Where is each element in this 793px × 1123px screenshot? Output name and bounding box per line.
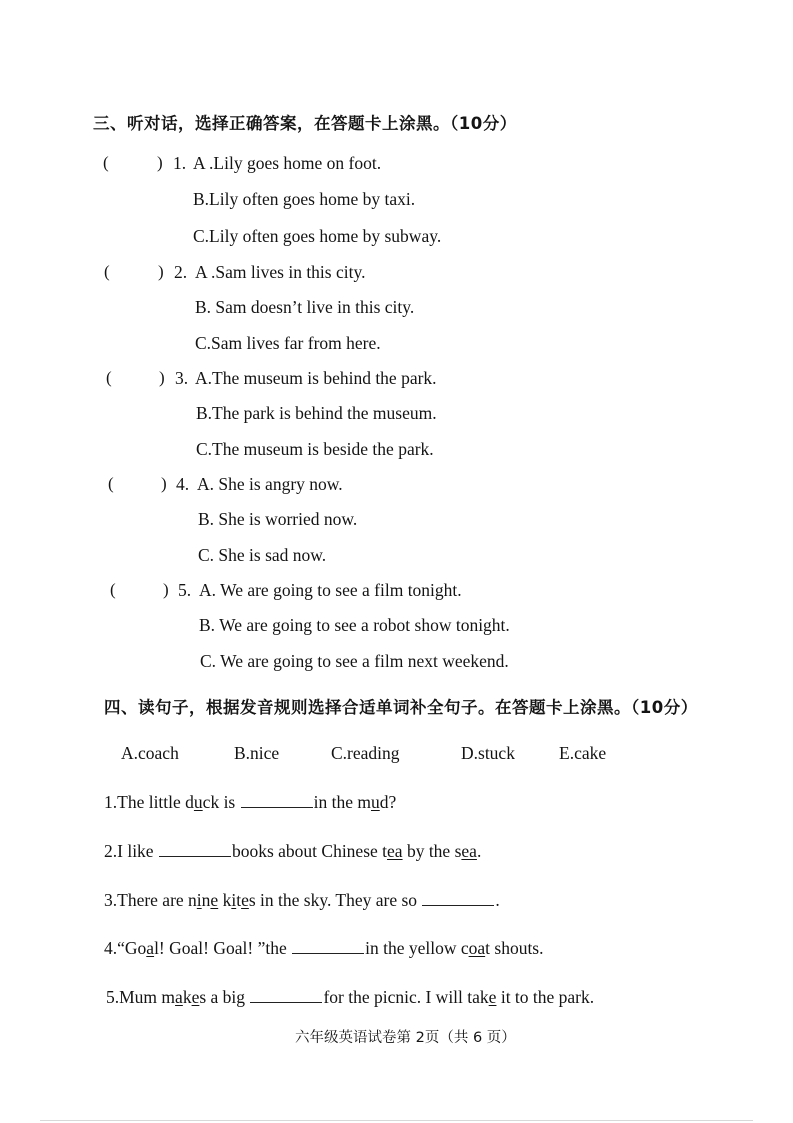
page-footer: 六年级英语试卷第 2页（共 6 页） <box>295 1030 516 1046</box>
option-b: B. She is worried now. <box>198 509 358 529</box>
answer-paren-close: ) <box>159 368 165 387</box>
choice-d: D.stuck <box>461 743 515 763</box>
answer-paren-open: ( <box>103 153 109 172</box>
option-a: A.The museum is behind the park. <box>195 368 437 388</box>
answer-paren-close: ) <box>158 262 164 281</box>
sentence-5: 5.Mum makes a big for the picnic. I will take it to the park. <box>106 987 595 1007</box>
option-a: A .Sam lives in this city. <box>195 262 366 282</box>
option-c: C. We are going to see a film next weekend. <box>200 651 509 671</box>
choice-e: E.cake <box>559 743 607 763</box>
question-number: 2. <box>174 262 188 282</box>
option-c: C. She is sad now. <box>198 545 327 565</box>
question-number: 4. <box>176 474 190 494</box>
underlined-letters: a <box>146 938 155 958</box>
answer-paren-close: ) <box>157 153 163 172</box>
scan-edge-divider <box>40 1120 753 1121</box>
underlined-letters: e <box>241 890 249 910</box>
answer-paren-open: ( <box>106 368 112 387</box>
option-b: B.Lily often goes home by taxi. <box>193 189 416 209</box>
sentence-1: 1.The little duck is in the mud? <box>104 792 397 812</box>
choice-b: B.nice <box>234 743 280 763</box>
underlined-letters: i <box>196 890 202 910</box>
sentence-4: 4.“Goal! Goal! Goal! ”the in the yellow coat shouts. <box>104 938 544 958</box>
option-c: C.Sam lives far from here. <box>195 333 381 353</box>
answer-blank[interactable] <box>422 891 494 906</box>
option-a: A. She is angry now. <box>197 474 343 494</box>
answer-blank[interactable] <box>241 793 313 808</box>
option-b: B.The park is behind the museum. <box>196 403 437 423</box>
option-a: A. We are going to see a film tonight. <box>199 580 462 600</box>
answer-blank[interactable] <box>159 842 231 857</box>
option-c: C.Lily often goes home by subway. <box>193 226 442 246</box>
underlined-letters: u <box>193 792 203 812</box>
answer-paren-open: ( <box>104 262 110 281</box>
underlined-letters: i <box>231 890 237 910</box>
question-number: 1. <box>173 153 187 173</box>
underlined-letters: e <box>210 890 219 910</box>
sentence-2: 2.I like books about Chinese tea by the sea. <box>104 841 482 861</box>
sentence-3: 3.There are nine kites in the sky. They are so . <box>104 890 500 910</box>
section-4-heading: 四、读句子，根据发音规则选择合适单词补全句子。在答题卡上涂黑。（10分） <box>104 698 698 717</box>
underlined-letters: e <box>488 987 497 1007</box>
underlined-letters: e <box>191 987 200 1007</box>
question-number: 3. <box>175 368 189 388</box>
option-b: B. We are going to see a robot show tonight. <box>199 615 510 635</box>
answer-paren-close: ) <box>163 580 169 599</box>
underlined-letters: a <box>175 987 183 1007</box>
answer-paren-open: ( <box>108 474 114 493</box>
underlined-letters: oa <box>468 938 486 958</box>
question-number: 5. <box>178 580 192 600</box>
section-3-heading: 三、听对话，选择正确答案，在答题卡上涂黑。（10分） <box>93 114 517 133</box>
answer-paren-open: ( <box>110 580 116 599</box>
answer-blank[interactable] <box>250 988 322 1003</box>
underlined-letters: ea <box>461 841 477 861</box>
answer-paren-close: ) <box>161 474 167 493</box>
choice-c: C.reading <box>331 743 400 763</box>
option-b: B. Sam doesn’t live in this city. <box>195 297 415 317</box>
underlined-letters: u <box>370 792 380 812</box>
answer-blank[interactable] <box>292 939 364 954</box>
underlined-letters: ea <box>387 841 403 861</box>
choice-a: A.coach <box>121 743 179 763</box>
option-a: A .Lily goes home on foot. <box>193 153 382 173</box>
option-c: C.The museum is beside the park. <box>196 439 434 459</box>
